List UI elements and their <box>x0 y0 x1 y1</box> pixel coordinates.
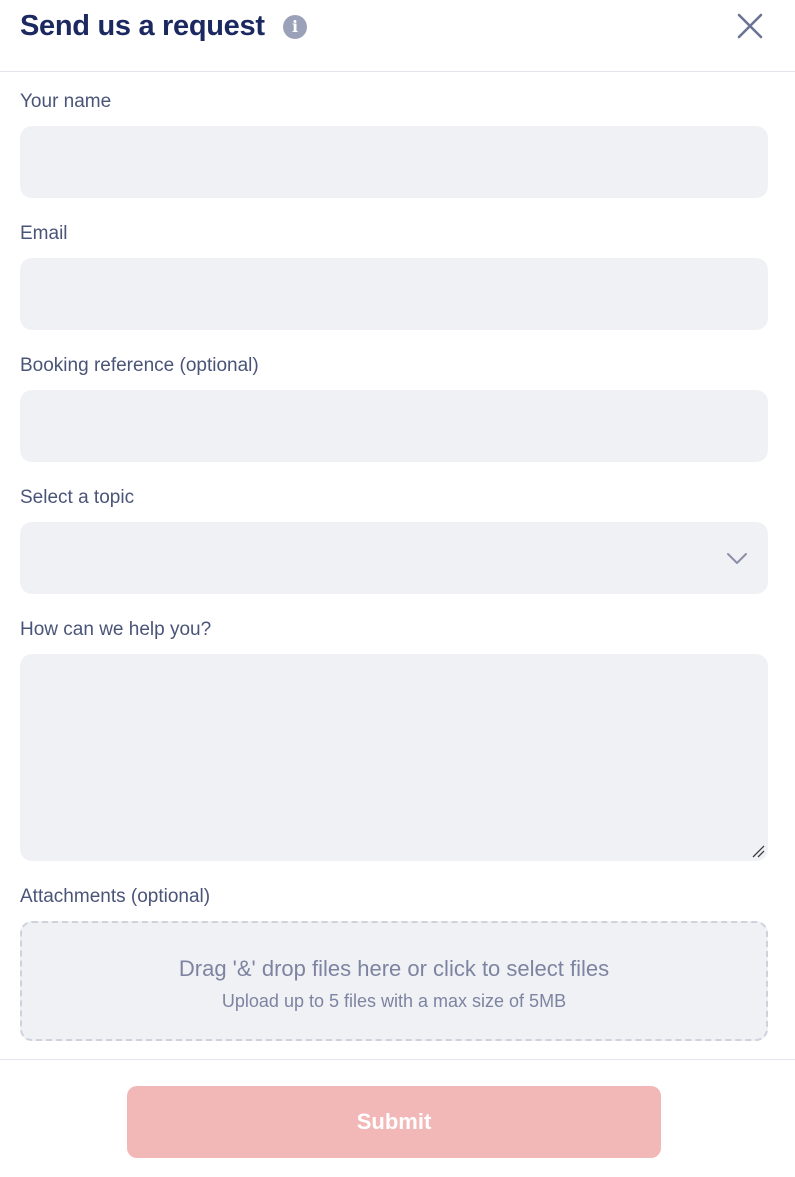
name-label: Your name <box>20 91 112 112</box>
name-input[interactable] <box>20 126 768 198</box>
dialog-footer <box>0 1059 795 1177</box>
help-textarea[interactable] <box>20 654 768 861</box>
email-label: Email <box>20 223 68 244</box>
dialog-header <box>0 0 795 72</box>
dropzone-instruction: Drag '&' drop files here or click to select files <box>178 956 610 981</box>
attachments-label: Attachments (optional) <box>20 886 211 907</box>
info-icon[interactable]: i <box>283 15 307 39</box>
booking-reference-input[interactable] <box>20 390 768 462</box>
dropzone-limits: Upload up to 5 files with a max size of 5MB <box>221 991 567 1011</box>
topic-label: Select a topic <box>20 487 135 508</box>
booking-reference-label: Booking reference (optional) <box>20 355 259 376</box>
file-dropzone[interactable] <box>20 921 768 1041</box>
email-input[interactable] <box>20 258 768 330</box>
submit-button[interactable]: Submit <box>127 1086 661 1158</box>
help-label: How can we help you? <box>20 619 212 640</box>
dialog-title: Send us a request <box>20 10 265 42</box>
chevron-down-icon <box>725 546 749 570</box>
resize-handle-icon[interactable] <box>751 844 765 858</box>
topic-select[interactable] <box>20 522 768 594</box>
close-icon[interactable] <box>736 12 764 40</box>
